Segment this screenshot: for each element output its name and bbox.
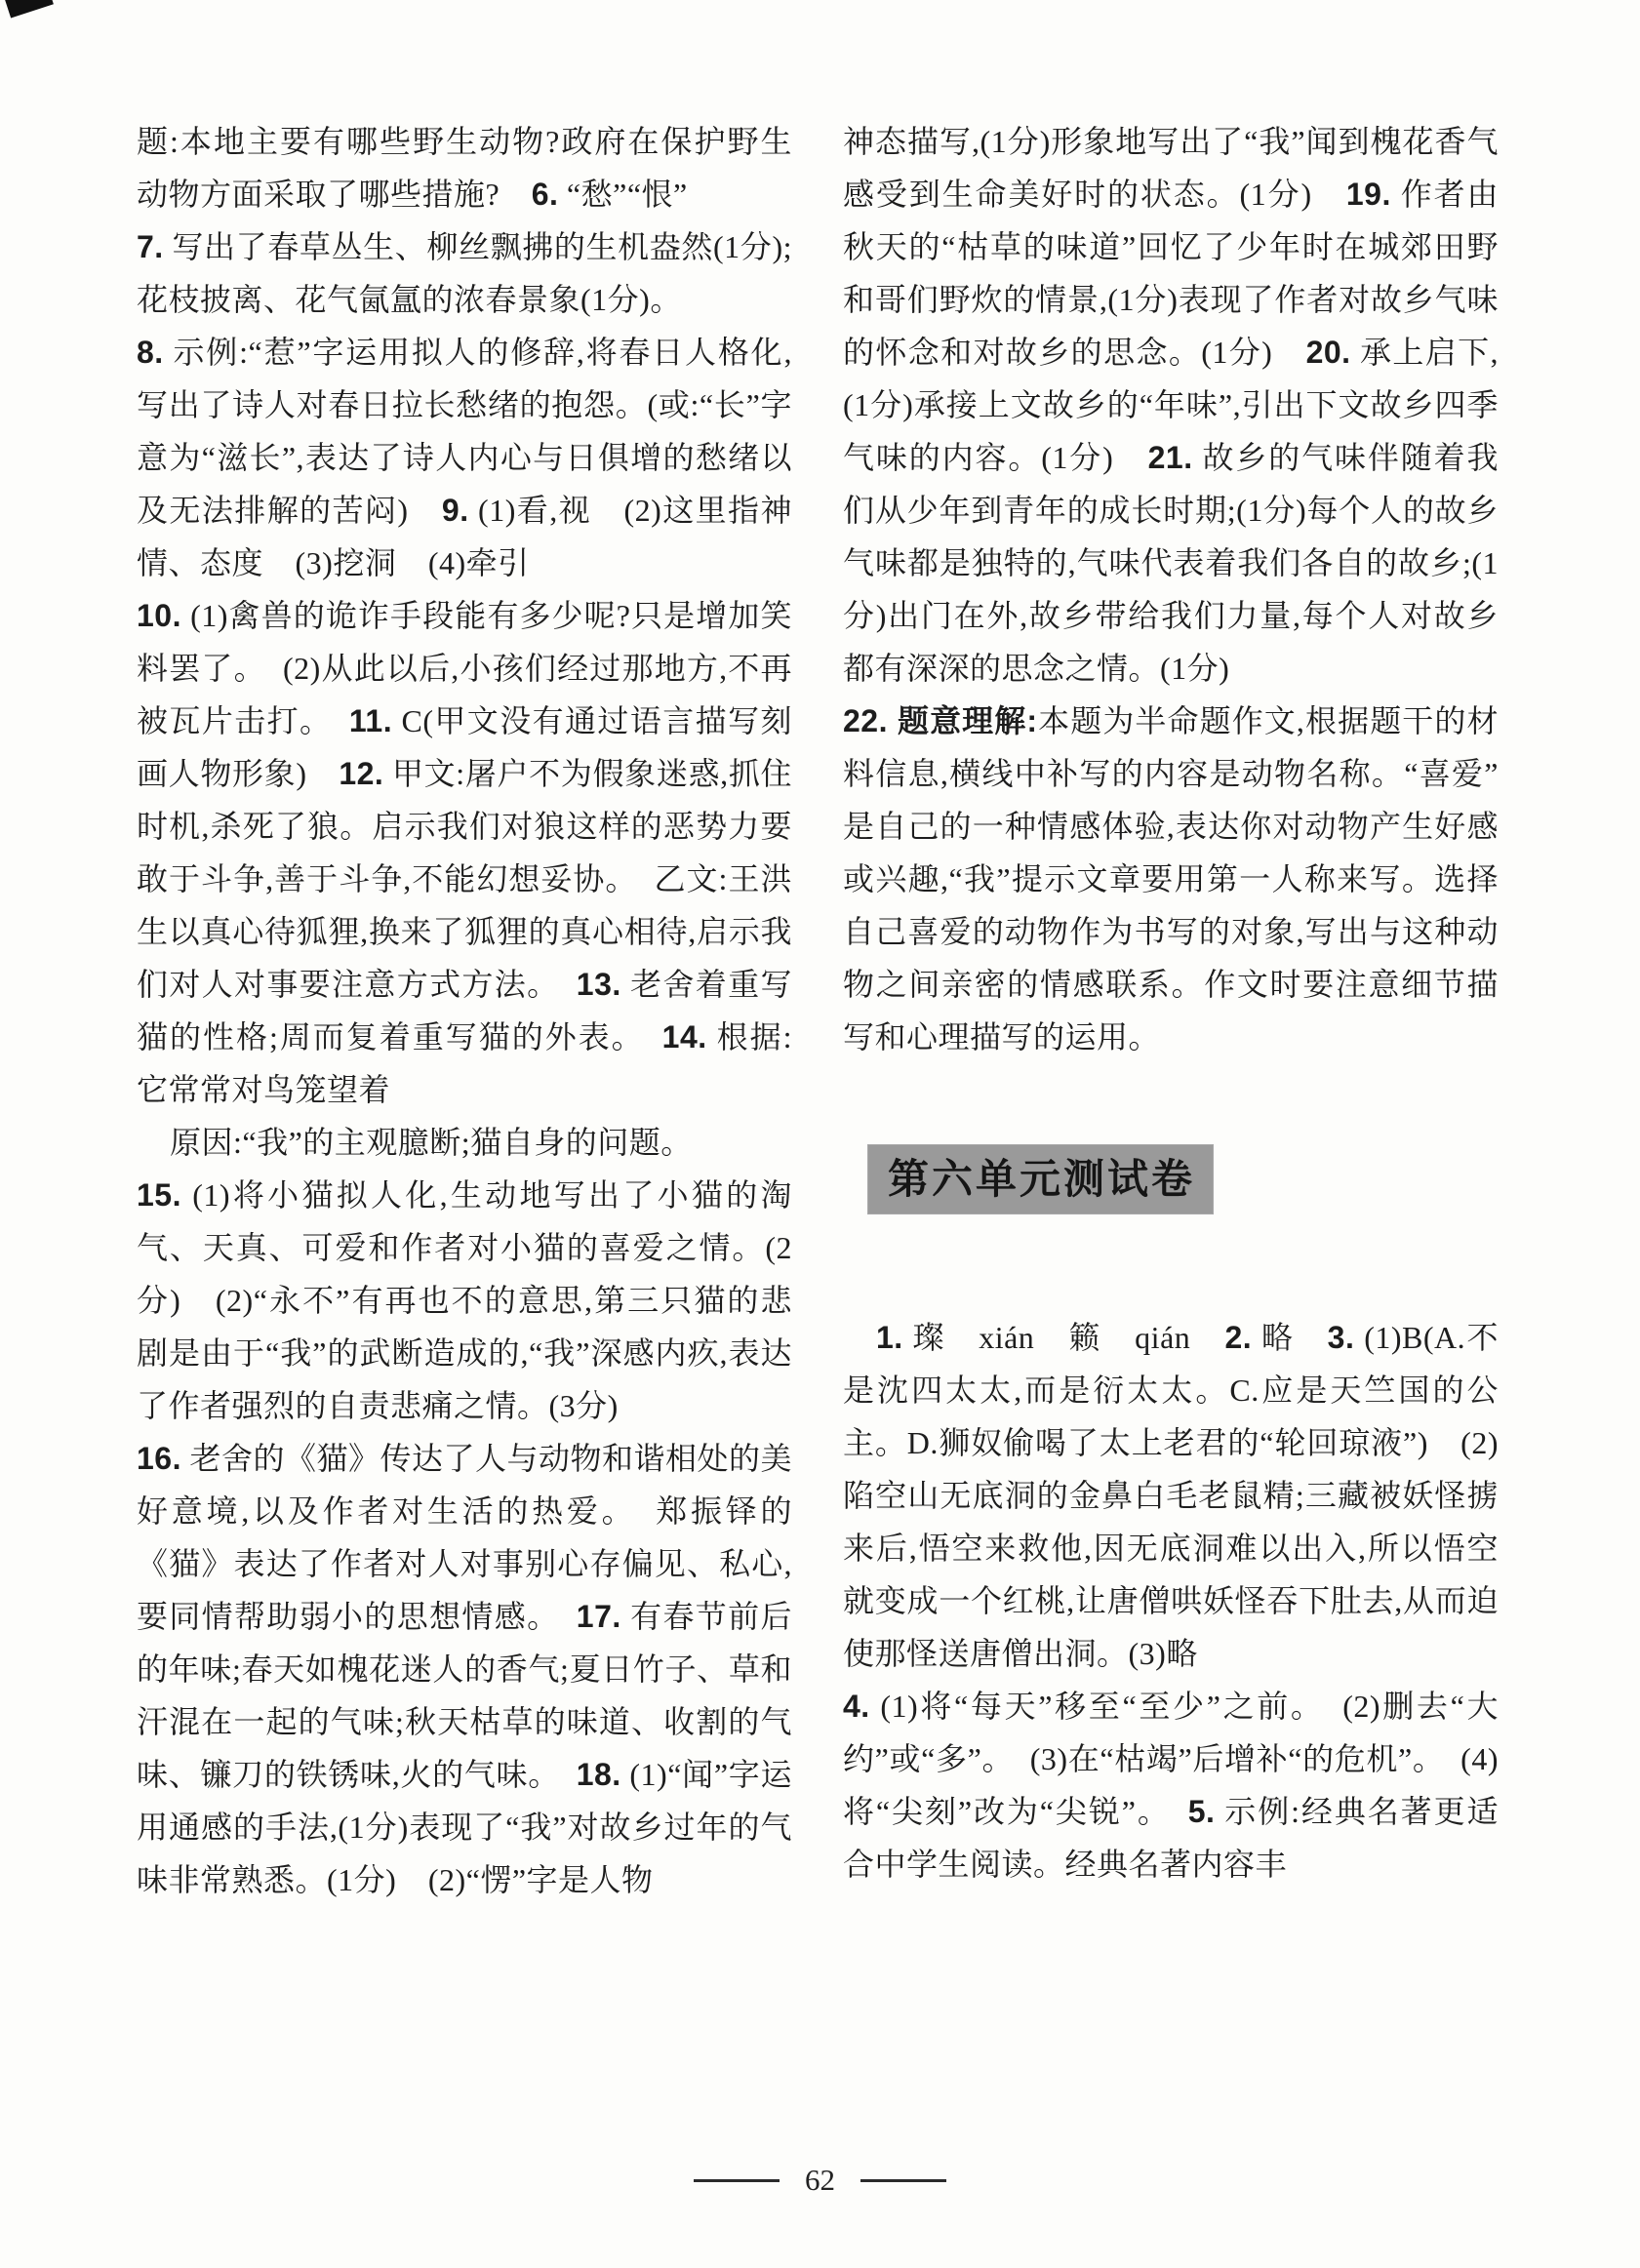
answer-text: 写出了春草丛生、柳丝飘拂的生机盎然(1分);花枝披离、花气氤氲的浓春景象(1分)。: [137, 229, 792, 317]
answer-text: 原因:“我”的主观臆断;猫自身的问题。: [170, 1125, 693, 1160]
paragraph: [137, 326, 792, 589]
right-column: [843, 115, 1499, 1906]
answer-text: 有春节前后的年味;春天如槐花迷人的香气;夏日竹子、草和汗混在一起的气味;秋天枯草的味道、收割的气味、镰刀的铁锈味,火的气味。: [137, 1599, 792, 1792]
answer-text: 老舍的《猫》传达了人与动物和谐相处的美好意境,以及作者对生活的热爱。 郑振铎的《猫》表达了作者对人对事别心存偏见、私心,要同情帮助弱小的思想情感。: [137, 1441, 792, 1634]
answer-text: “愁”“恨”: [558, 177, 688, 212]
paragraph: [137, 1169, 792, 1432]
footer-rule-left: [694, 2179, 780, 2182]
answer-number: 4.: [843, 1689, 870, 1724]
answer-text: 根据:它常常对鸟笼望着: [137, 1019, 792, 1107]
answer-text: C(甲文没有通过语言描写刻画人物形象): [137, 703, 792, 791]
answer-number: 12.: [339, 756, 384, 791]
paragraph: [843, 695, 1499, 1063]
answer-text: (1)禽兽的诡诈手段能有多少呢?只是增加笑料罢了。 (2)从此以后,小孩们经过那地方,不再被瓦片击打。: [137, 598, 792, 738]
paragraph: [137, 220, 792, 326]
footer-rule-right: [860, 2179, 946, 2182]
answer-number: 1.: [876, 1320, 903, 1355]
answer-number: 17.: [576, 1599, 621, 1634]
section-header-title: 第六单元测试卷: [868, 1145, 1213, 1214]
answer-text: 作者由秋天的“枯草的味道”回忆了少年时在城郊田野和哥们野炊的情景,(1分)表现了作者对故乡气味的怀念和对故乡的思念。(1分): [843, 177, 1499, 370]
paragraph: [843, 1680, 1499, 1890]
answer-number: 13.: [576, 967, 621, 1002]
answer-text: 璨 xián 籁 qián: [902, 1320, 1225, 1355]
answer-number: 21.: [1147, 440, 1193, 475]
answer-text: (1)看,视 (2)这里指神情、态度 (3)挖洞 (4)牵引: [137, 493, 792, 580]
answer-number: 19.: [1345, 177, 1391, 212]
paragraph: [843, 1311, 1499, 1680]
answer-number: 10.: [137, 598, 181, 633]
answer-text: 示例:“惹”字运用拟人的修辞,将春日人格化,写出了诗人对春日拉长愁绪的抱怨。(或:“长”字意为“滋长”,表达了诗人内心与日俱增的愁绪以及无法排解的苦闷): [137, 335, 792, 528]
answer-text: 承上启下,(1分)承接上文故乡的“年味”,引出下文故乡四季气味的内容。(1分): [843, 335, 1499, 475]
answer-text: 老舍着重写猫的性格;周而复着重写猫的外表。: [137, 967, 792, 1054]
answer-text: 故乡的气味伴随着我们从少年到青年的成长时期;(1分)每个人的故乡气味都是独特的,气味代表着我们各自的故乡;(1分)出门在外,故乡带给我们力量,每个人对故乡都有深深的思念之情。(1分): [843, 440, 1499, 686]
scan-artifact: [3, 0, 54, 18]
right-column-top: [843, 115, 1499, 1063]
answer-number: 16.: [137, 1441, 181, 1476]
section-header: [868, 1145, 1499, 1217]
paragraph: [137, 115, 792, 220]
paragraph: [137, 589, 792, 1116]
answer-number: 6.: [531, 177, 559, 212]
answer-number: 2.: [1224, 1320, 1253, 1355]
answer-number: 20.: [1305, 335, 1351, 370]
page-footer: [0, 2163, 1640, 2198]
answer-number: 11.: [348, 703, 393, 738]
answer-number: 8.: [137, 335, 164, 370]
answer-text: 题:本地主要有哪些野生动物?政府在保护野生动物方面采取了哪些措施?: [137, 124, 792, 212]
answer-text: (1)B(A.不是沈四太太,而是衍太太。C.应是天竺国的公主。D.狮奴偷喝了太上老君的“轮回琼液”) (2)陷空山无底洞的金鼻白毛老鼠精;三藏被妖怪掳来后,悟空来救他,因无底洞难以出入,所以悟空就变成一个红桃,让唐僧哄妖怪吞下肚去,从而迫使那怪送唐僧出洞。(3)略: [843, 1320, 1499, 1671]
answer-number: 3.: [1327, 1320, 1355, 1355]
left-column: [137, 115, 792, 1906]
answer-text: 略: [1252, 1320, 1328, 1355]
answer-text: 示例:经典名著更适合中学生阅读。经典名著内容丰: [843, 1794, 1499, 1882]
answer-text: (1)将“每天”移至“至少”之前。 (2)删去“大约”或“多”。 (3)在“枯竭”后增补“的危机”。 (4)将“尖刻”改为“尖锐”。: [843, 1689, 1499, 1829]
answer-number: 9.: [441, 493, 469, 528]
content-columns: [137, 115, 1499, 1906]
page-number: 62: [805, 2163, 835, 2197]
answer-number: 5.: [1187, 1794, 1216, 1829]
answer-text: 本题为半命题作文,根据题干的材料信息,横线中补写的内容是动物名称。“喜爱”是自己的一种情感体验,表达你对动物产生好感或兴趣,“我”提示文章要用第一人称来写。选择自己喜爱的动物作为书写的对象,写出与这种动物之间亲密的情感联系。作文时要注意细节描写和心理描写的运用。: [843, 703, 1499, 1054]
answer-text: 神态描写,(1分)形象地写出了“我”闻到槐花香气感受到生命美好时的状态。(1分): [843, 124, 1499, 212]
answer-text: (1)将小猫拟人化,生动地写出了小猫的淘气、天真、可爱和作者对小猫的喜爱之情。(2分) (2)“永不”有再也不的意思,第三只猫的悲剧是由于“我”的武断造成的,“我”深感内疚,表达了作者强烈的自责悲痛之情。(3分): [137, 1177, 792, 1423]
answer-number: 7.: [137, 229, 164, 264]
answer-text: 甲文:屠户不为假象迷惑,抓住时机,杀死了狼。启示我们对狼这样的恶势力要敢于斗争,善于斗争,不能幻想妥协。 乙文:王洪生以真心待狐狸,换来了狐狸的真心相待,启示我们对人对事要注意方式方法。: [137, 756, 792, 1002]
paragraph: [137, 1116, 792, 1169]
right-column-bottom: [843, 1311, 1499, 1890]
paragraph: [843, 115, 1499, 695]
answer-number: 15.: [137, 1177, 181, 1213]
answer-number: 22. 题意理解:: [843, 703, 1038, 738]
paragraph: [137, 1432, 792, 1906]
answer-text: (1)“闻”字运用通感的手法,(1分)表现了“我”对故乡过年的气味非常熟悉。(1分) (2)“愣”字是人物: [137, 1757, 792, 1897]
answer-number: 18.: [576, 1757, 621, 1792]
answer-number: 14.: [661, 1019, 707, 1054]
